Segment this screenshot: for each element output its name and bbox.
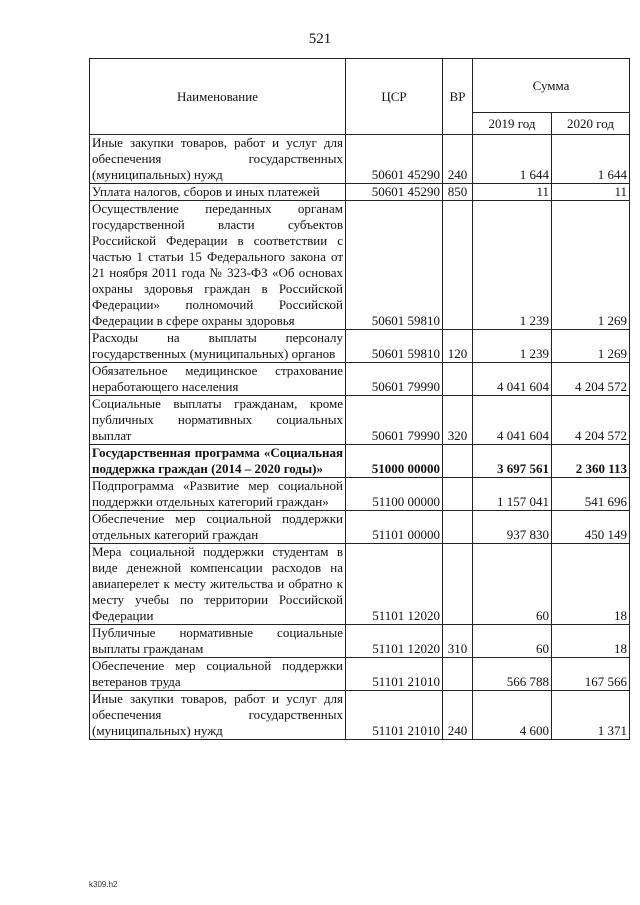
- row-csr: 51000 00000: [346, 445, 443, 478]
- row-vr: [443, 511, 473, 544]
- row-name: Публичные нормативные социальные выплаты гражданам: [90, 625, 346, 658]
- row-vr: [443, 544, 473, 625]
- row-name: Мера социальной поддержки студентам в виде денежной компенсации расходов на авиаперелет к месту жительства и обратно к месту учебы по территории Российской Федерации: [90, 544, 346, 625]
- row-vr: 240: [443, 691, 473, 740]
- row-2020: 4 204 572: [552, 396, 630, 445]
- header-csr: ЦСР: [346, 59, 443, 135]
- row-2019: 1 239: [473, 201, 552, 330]
- row-2020: 1 644: [552, 135, 630, 184]
- table-row: [90, 135, 630, 184]
- row-vr: [443, 658, 473, 691]
- row-name: Подпрограмма «Развитие мер социальной поддержки отдельных категорий граждан»: [90, 478, 346, 511]
- row-vr: 850: [443, 184, 473, 201]
- header-row: [90, 59, 630, 113]
- table-body: [90, 135, 630, 740]
- table-row: [90, 544, 630, 625]
- row-2020: 167 566: [552, 658, 630, 691]
- row-vr: [443, 445, 473, 478]
- row-2020: 1 371: [552, 691, 630, 740]
- table-row: [90, 396, 630, 445]
- table-row: [90, 201, 630, 330]
- row-vr: 120: [443, 330, 473, 363]
- row-2020: 4 204 572: [552, 363, 630, 396]
- row-2020: 541 696: [552, 478, 630, 511]
- row-csr: 50601 45290: [346, 135, 443, 184]
- row-2020: 1 269: [552, 330, 630, 363]
- header-vr: ВР: [443, 59, 473, 135]
- row-name: Осуществление переданных органам государственной власти субъектов Российской Федерации в соответствии с частью 1 статьи 15 Федерального закона от 21 ноября 2011 года № 323-ФЗ «Об основах охраны здоровья граждан в Российской Федерации» полномочий Российской Федерации в сфере охраны здоровья: [90, 201, 346, 330]
- header-year-2020: 2020 год: [552, 113, 630, 135]
- row-vr: 310: [443, 625, 473, 658]
- row-name: Обеспечение мер социальной поддержки ветеранов труда: [90, 658, 346, 691]
- table-row: [90, 330, 630, 363]
- row-csr: 51101 12020: [346, 544, 443, 625]
- row-name: Государственная программа «Социальная поддержка граждан (2014 – 2020 годы)»: [90, 445, 346, 478]
- row-name: Социальные выплаты гражданам, кроме публичных нормативных социальных выплат: [90, 396, 346, 445]
- budget-table: [89, 58, 630, 740]
- table-row: [90, 658, 630, 691]
- row-2020: 2 360 113: [552, 445, 630, 478]
- footer-code: k309.h2: [89, 880, 118, 889]
- table-row: [90, 691, 630, 740]
- row-2020: 11: [552, 184, 630, 201]
- row-csr: 50601 79990: [346, 396, 443, 445]
- row-csr: 50601 79990: [346, 363, 443, 396]
- row-csr: 50601 59810: [346, 201, 443, 330]
- row-2020: 18: [552, 625, 630, 658]
- row-name: Иные закупки товаров, работ и услуг для обеспечения государственных (муниципальных) нужд: [90, 691, 346, 740]
- row-vr: 240: [443, 135, 473, 184]
- row-vr: [443, 478, 473, 511]
- row-2019: 60: [473, 544, 552, 625]
- row-name: Уплата налогов, сборов и иных платежей: [90, 184, 346, 201]
- row-2020: 450 149: [552, 511, 630, 544]
- row-csr: 51101 12020: [346, 625, 443, 658]
- row-2019: 4 600: [473, 691, 552, 740]
- row-2020: 18: [552, 544, 630, 625]
- table-row: [90, 478, 630, 511]
- row-csr: 51101 21010: [346, 658, 443, 691]
- row-2019: 60: [473, 625, 552, 658]
- row-2019: 3 697 561: [473, 445, 552, 478]
- header-year-2019: 2019 год: [473, 113, 552, 135]
- row-csr: 50601 45290: [346, 184, 443, 201]
- table-row: [90, 363, 630, 396]
- header-name: Наименование: [90, 59, 346, 135]
- row-2020: 1 269: [552, 201, 630, 330]
- row-vr: [443, 201, 473, 330]
- row-2019: 1 644: [473, 135, 552, 184]
- row-csr: 50601 59810: [346, 330, 443, 363]
- row-vr: 320: [443, 396, 473, 445]
- row-csr: 51101 00000: [346, 511, 443, 544]
- table-row: [90, 511, 630, 544]
- row-2019: 937 830: [473, 511, 552, 544]
- row-name: Расходы на выплаты персоналу государственных (муниципальных) органов: [90, 330, 346, 363]
- table-row: [90, 184, 630, 201]
- row-name: Иные закупки товаров, работ и услуг для обеспечения государственных (муниципальных) нужд: [90, 135, 346, 184]
- row-2019: 1 157 041: [473, 478, 552, 511]
- row-2019: 1 239: [473, 330, 552, 363]
- row-2019: 4 041 604: [473, 363, 552, 396]
- row-2019: 566 788: [473, 658, 552, 691]
- row-csr: 51100 00000: [346, 478, 443, 511]
- row-2019: 11: [473, 184, 552, 201]
- table-row: [90, 625, 630, 658]
- row-vr: [443, 363, 473, 396]
- header-sum: Сумма: [473, 59, 630, 113]
- row-csr: 51101 21010: [346, 691, 443, 740]
- page-number: 521: [308, 31, 332, 47]
- row-name: Обязательное медицинское страхование неработающего населения: [90, 363, 346, 396]
- row-name: Обеспечение мер социальной поддержки отдельных категорий граждан: [90, 511, 346, 544]
- table-row: [90, 445, 630, 478]
- row-2019: 4 041 604: [473, 396, 552, 445]
